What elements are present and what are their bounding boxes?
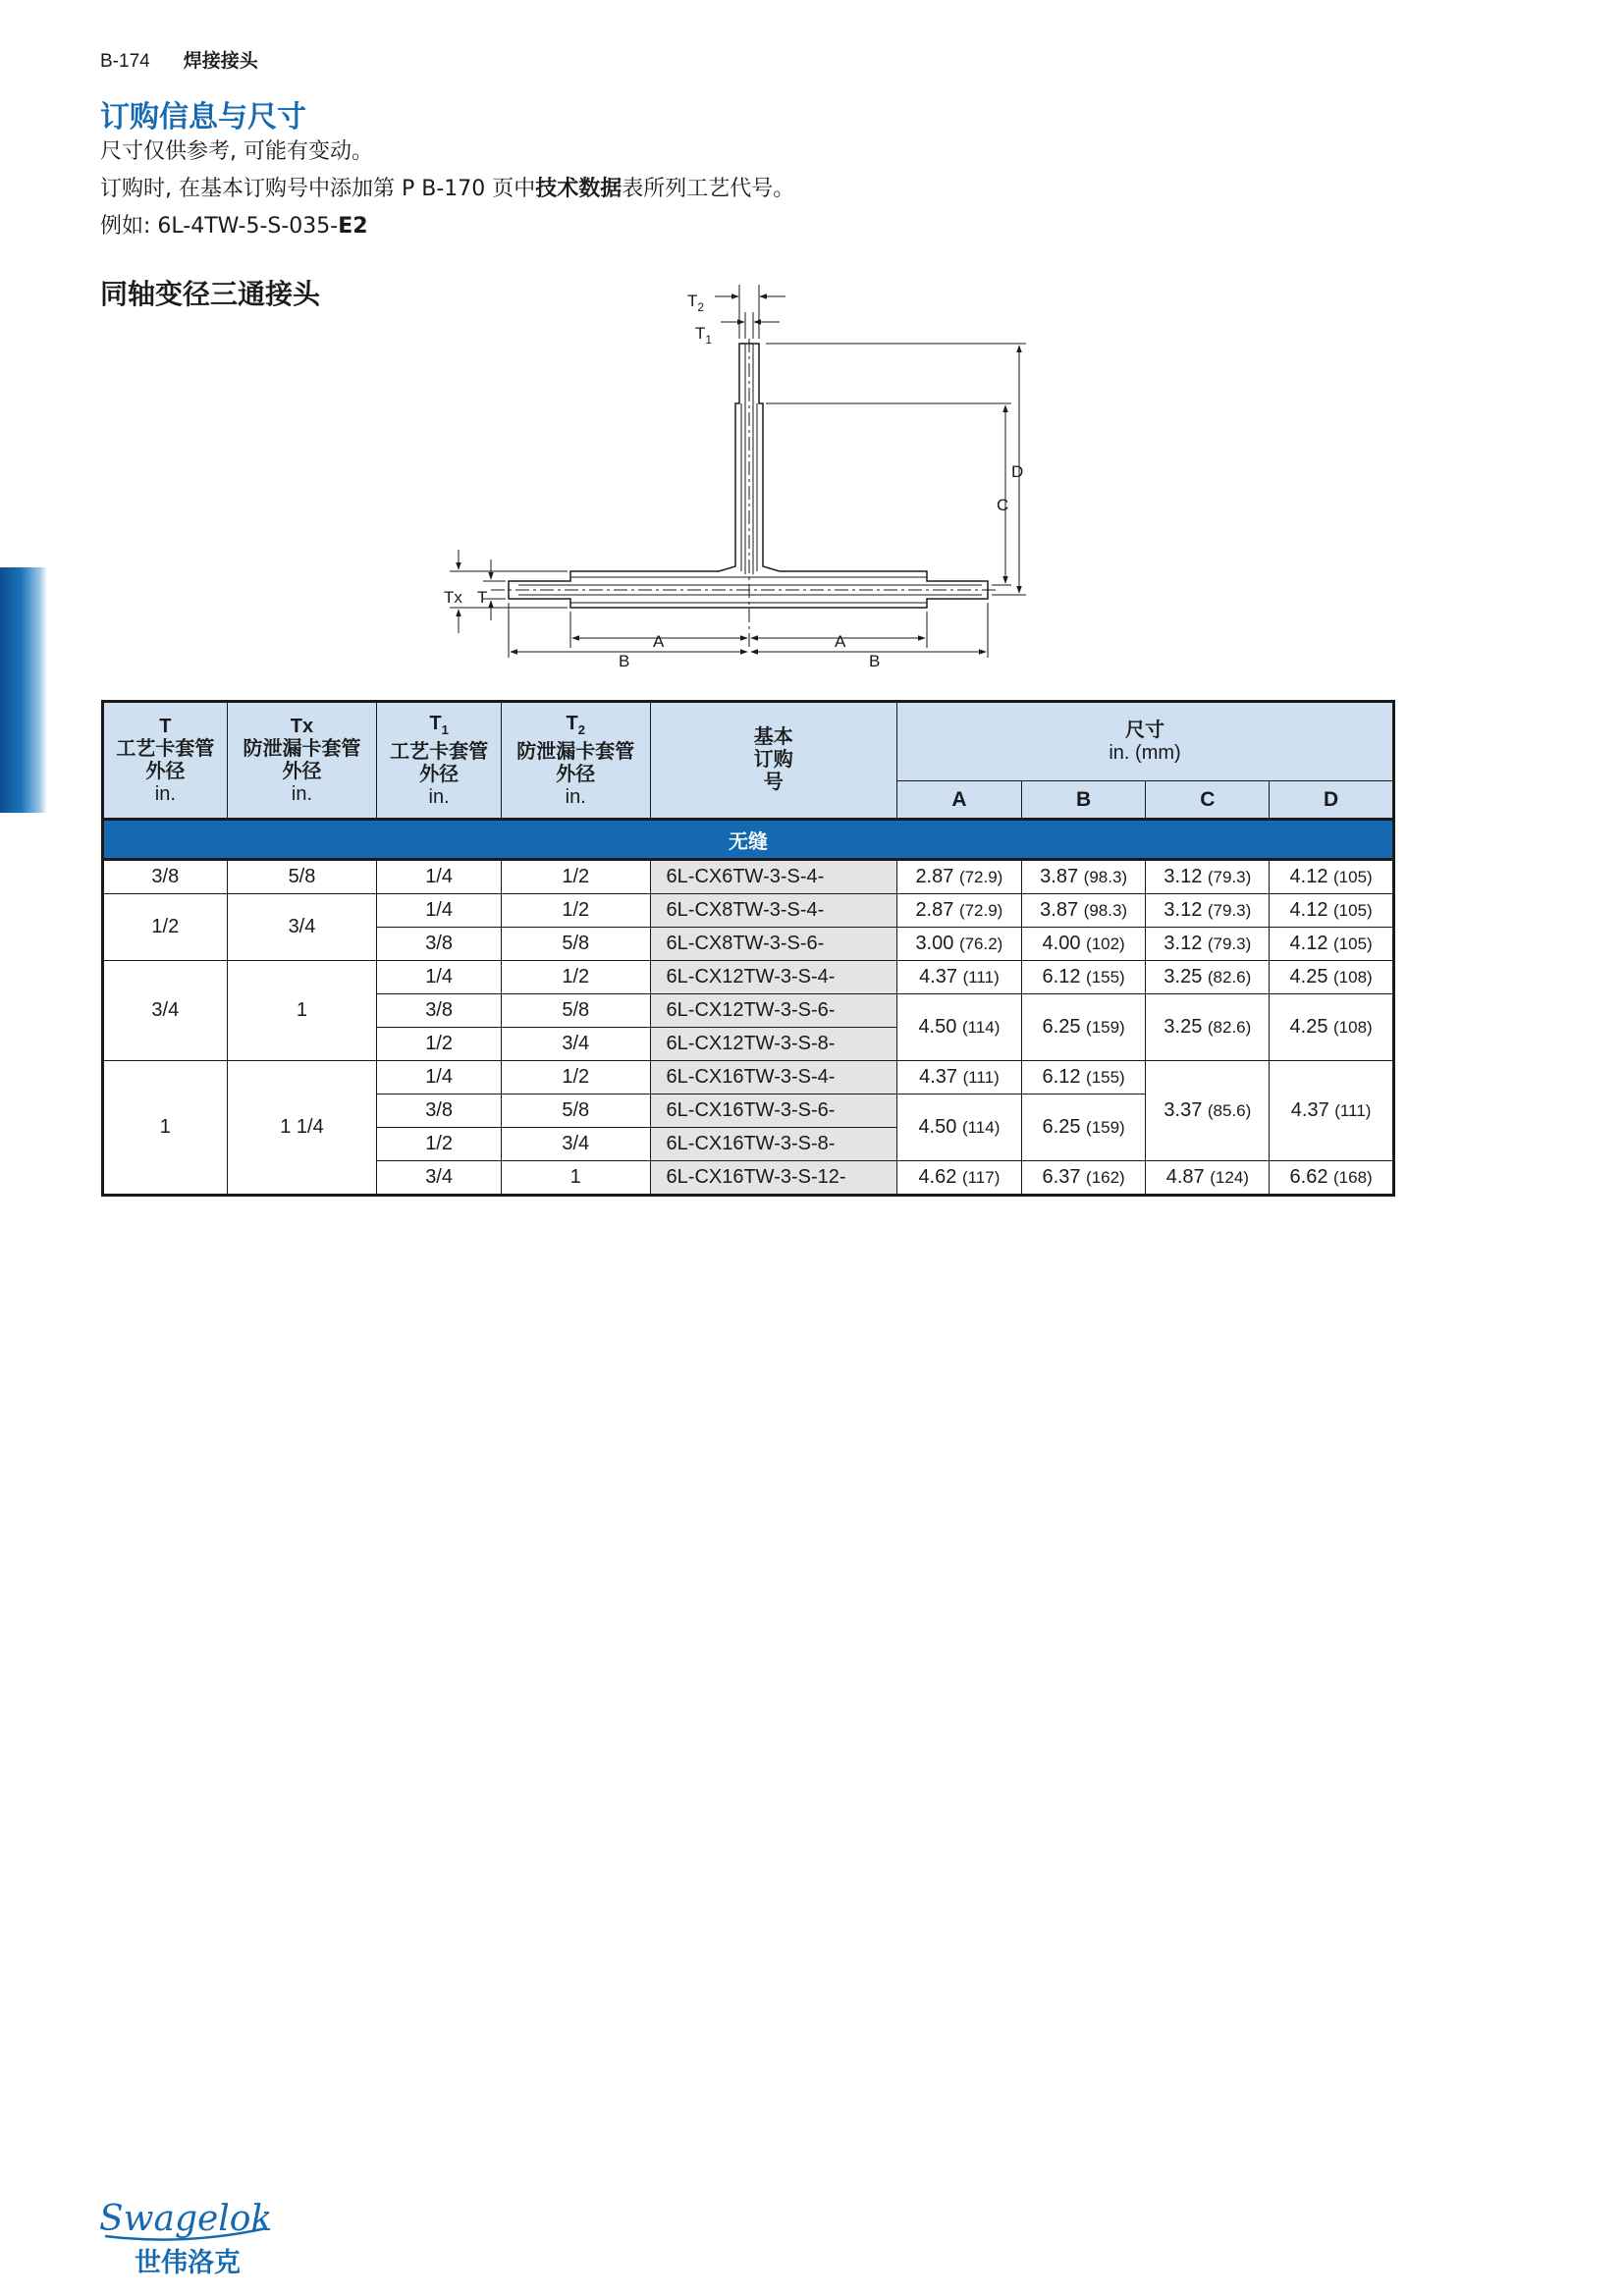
intro-line-3: 例如: 6L-4TW-5-S-035-E2 xyxy=(100,214,368,239)
svg-text:世伟洛克: 世伟洛克 xyxy=(135,2248,241,2278)
table-row: 1/2 3/4 6L-CX12TW-3-S-8- xyxy=(103,1028,1394,1061)
tee-outline xyxy=(509,344,988,608)
product-title: 同轴变径三通接头 xyxy=(100,278,321,310)
table-row: 3/8 5/8 6L-CX8TW-3-S-6- 3.00 (76.2) 4.00 (102) 3.12 (79.3) 4.12 (105) xyxy=(103,928,1394,961)
dim-label-b-right: B xyxy=(869,652,881,670)
part-number: 6L-CX12TW-3-S-4- xyxy=(650,961,897,994)
dim-label-tx: Tx xyxy=(444,588,462,607)
part-number: 6L-CX12TW-3-S-6- xyxy=(650,994,897,1028)
dim-label-t1: $T_1$ xyxy=(695,324,713,347)
page-header xyxy=(100,46,258,73)
dim-label-t: T xyxy=(477,588,488,607)
table-row: 1 1 1/4 1/4 1/2 6L-CX16TW-3-S-4- 4.37 (111) 6.12 (155) 3.37 (85.6) 4.37 (111) xyxy=(103,1061,1394,1095)
col-header-d: D xyxy=(1270,781,1394,820)
table-row: 1/2 3/4 1/4 1/2 6L-CX8TW-3-S-4- 2.87 (72.9) 3.87 (98.3) 3.12 (79.3) 4.12 (105) xyxy=(103,894,1394,928)
intro-line-1: 尺寸仅供参考, 可能有变动。 xyxy=(100,139,373,164)
col-header-t1: $T_1$ 工艺卡套管 外径 in. xyxy=(377,702,502,820)
col-header-part-number: 基本 订购 号 xyxy=(650,702,897,820)
table-row: 3/4 1 1/4 1/2 6L-CX12TW-3-S-4- 4.37 (111) 6.12 (155) 3.25 (82.6) 4.25 (108) xyxy=(103,961,1394,994)
dim-label-d: D xyxy=(1011,462,1024,481)
col-header-b: B xyxy=(1021,781,1146,820)
dim-label-t2: $T_2$ xyxy=(687,292,705,314)
part-number: 6L-CX6TW-3-S-4- xyxy=(650,860,897,894)
svg-text:Swagelok: Swagelok xyxy=(99,2199,273,2239)
part-number: 6L-CX12TW-3-S-8- xyxy=(650,1028,897,1061)
col-header-a: A xyxy=(897,781,1022,820)
intro-line-2: 订购时, 在基本订购号中添加第 P B-170 页中技术数据表所列工艺代号。 xyxy=(100,177,795,201)
page-number: B-174 xyxy=(100,51,150,72)
part-number: 6L-CX16TW-3-S-4- xyxy=(650,1061,897,1095)
swagelok-logo xyxy=(97,2191,294,2279)
part-number: 6L-CX16TW-3-S-12- xyxy=(650,1161,897,1196)
col-header-dimensions: 尺寸 in. (mm) xyxy=(897,702,1394,781)
col-header-t2: $T_2$ 防泄漏卡套管 外径 in. xyxy=(501,702,650,820)
part-number: 6L-CX8TW-3-S-4- xyxy=(650,894,897,928)
dim-label-a-right: A xyxy=(835,632,846,651)
part-number: 6L-CX16TW-3-S-6- xyxy=(650,1095,897,1128)
col-header-t: T 工艺卡套管 外径 in. xyxy=(103,702,228,820)
dim-label-c: C xyxy=(997,496,1009,514)
table-row: 3/8 5/8 1/4 1/2 6L-CX6TW-3-S-4- 2.87 (72.9) 3.87 (98.3) 3.12 (79.3) 4.12 (105) xyxy=(103,860,1394,894)
dim-label-b-left: B xyxy=(619,652,630,670)
section-side-tab xyxy=(0,567,47,813)
col-header-c: C xyxy=(1146,781,1270,820)
reducing-tee-diagram xyxy=(432,280,1060,672)
part-number: 6L-CX8TW-3-S-6- xyxy=(650,928,897,961)
ordering-info-title: 订购信息与尺寸 xyxy=(100,100,306,134)
table-row: 3/8 5/8 6L-CX12TW-3-S-6- 4.50 (114) 6.25 (159) 3.25 (82.6) 4.25 (108) xyxy=(103,994,1394,1028)
table-row: 3/8 5/8 6L-CX16TW-3-S-6- 4.50 (114) 6.25 (159) xyxy=(103,1095,1394,1128)
dimensions-table xyxy=(101,700,1395,1197)
table-row: 3/4 1 6L-CX16TW-3-S-12- 4.62 (117) 6.37 (162) 4.87 (124) 6.62 (168) xyxy=(103,1161,1394,1196)
section-title: 焊接接头 xyxy=(183,50,258,72)
ordering-info-text xyxy=(100,133,794,245)
dim-label-a-left: A xyxy=(653,632,665,651)
seamless-band: 无缝 xyxy=(103,820,1394,860)
part-number: 6L-CX16TW-3-S-8- xyxy=(650,1128,897,1161)
col-header-tx: Tx 防泄漏卡套管 外径 in. xyxy=(227,702,377,820)
table-row: 1/2 3/4 6L-CX16TW-3-S-8- xyxy=(103,1128,1394,1161)
